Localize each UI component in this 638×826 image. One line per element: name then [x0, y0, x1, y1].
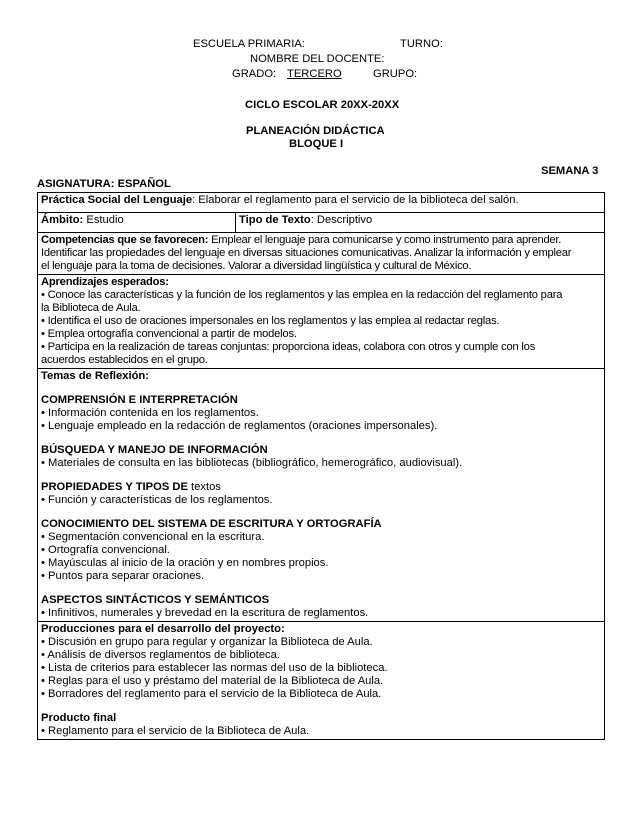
conocimiento-item: • Segmentación convencional en la escritura. [41, 531, 265, 543]
tipo-label: Tipo de Texto [239, 214, 311, 226]
grade-value: TERCERO [287, 68, 342, 80]
produccion-item: • Análisis de diversos reglamentos de biblioteca. [41, 649, 280, 661]
tipo-value: : Descriptivo [310, 214, 373, 226]
producto-final-item: • Reglamento para el servicio de la Biblioteca de Aula. [41, 725, 310, 737]
group-label: GRUPO: [373, 68, 418, 80]
competencias-line1: Emplear el lenguaje para comunicarse y como instrumento para aprender. [208, 234, 562, 246]
ambito-row [38, 213, 605, 233]
conocimiento-item: • Mayúsculas al inicio de la oración y en nombres propios. [41, 557, 329, 569]
busqueda-item: • Materiales de consulta en las bibliotecas (bibliográfico, hemerográfico, audiovisual). [41, 457, 463, 469]
turno-label: TURNO: [400, 38, 443, 50]
grade-label: GRADO: [232, 68, 277, 80]
ambito-label: Ámbito: [41, 214, 84, 226]
aprendizaje-item: • Participa en la realización de tareas conjuntas: proporciona ideas, colabora con otros y cumple con los [41, 341, 536, 353]
produccion-item: • Reglas para el uso y préstamo del material de la Biblioteca de Aula. [41, 675, 384, 687]
produccion-item: • Borradores del reglamento para el servicio de la Biblioteca de Aula. [41, 688, 382, 700]
teacher-label: NOMBRE DEL DOCENTE: [250, 53, 385, 65]
produccion-item: • Lista de criterios para establecer las normas del uso de la biblioteca. [41, 662, 388, 674]
produccion-item: • Discusión en grupo para regular y organizar la Biblioteca de Aula. [41, 636, 373, 648]
plan-title: PLANEACIÓN DIDÁCTICA [246, 125, 385, 137]
aprendizaje-item: • Conoce las características y la función de los reglamentos y las emplea en la redacción del reglamento para [41, 289, 563, 301]
practica-row [38, 193, 605, 213]
busqueda-heading: BÚSQUEDA Y MANEJO DE INFORMACIÓN [41, 444, 268, 456]
aspectos-heading: ASPECTOS SINTÁCTICOS Y SEMÁNTICOS [41, 594, 270, 606]
conocimiento-heading: CONOCIMIENTO DEL SISTEMA DE ESCRITURA Y ORTOGRAFÍA [41, 518, 382, 530]
competencias-label: Competencias que se favorecen: [41, 234, 209, 246]
competencias-row [38, 233, 605, 275]
aprendizajes-label: Aprendizajes esperados: [41, 276, 169, 288]
week-label: SEMANA 3 [541, 165, 599, 177]
school-label: ESCUELA PRIMARIA: [193, 38, 305, 50]
practica-label: Práctica Social del Lenguaje [41, 194, 193, 206]
aprendizaje-item: acuerdos establecidos en el grupo. [41, 354, 208, 366]
producciones-row [38, 622, 605, 740]
aspectos-item: • Infinitivos, numerales y brevedad en la escritura de reglamentos. [41, 607, 369, 619]
propiedades-heading-rest: textos [187, 481, 221, 493]
competencias-line2: Identificar las propiedades del lenguaje en diversas situaciones comunicativas. Analizar la información y emplear [41, 247, 572, 259]
conocimiento-item: • Puntos para separar oraciones. [41, 570, 205, 582]
competencias-line3: el lenguaje para la toma de decisiones. Valorar a diversidad lingüística y cultural de México. [41, 260, 472, 272]
comprension-heading: COMPRENSIÓN E INTERPRETACIÓN [41, 394, 238, 406]
aprendizaje-item: • Emplea ortografía convencional a partir de modelos. [41, 328, 297, 340]
ambito-value: Estudio [83, 214, 124, 226]
producciones-label: Producciones para el desarrollo del proyecto: [41, 623, 285, 635]
subject-label: ASIGNATURA: ESPAÑOL [37, 178, 171, 190]
conocimiento-item: • Ortografía convencional. [41, 544, 170, 556]
school-cycle: CICLO ESCOLAR 20XX-20XX [245, 99, 400, 111]
aprendizaje-item: • Identifica el uso de oraciones impersonales en los reglamentos y las emplea al redactar reglas. [41, 315, 500, 327]
temas-label: Temas de Reflexión: [41, 370, 149, 382]
aprendizajes-row [38, 275, 605, 369]
comprension-item: • Lenguaje empleado en la redacción de reglamentos (oraciones impersonales). [41, 420, 438, 432]
producto-final-label: Producto final [41, 712, 117, 724]
propiedades-heading: PROPIEDADES Y TIPOS DE [41, 481, 188, 493]
temas-row [38, 369, 605, 622]
practica-value: : Elaborar el reglamento para el servicio de la biblioteca del salón. [192, 194, 519, 206]
aprendizaje-item: la Biblioteca de Aula. [41, 302, 141, 314]
propiedades-item: • Función y características de los reglamentos. [41, 494, 273, 506]
planning-table [37, 192, 605, 740]
block-title: BLOQUE I [289, 138, 344, 150]
comprension-item: • Información contenida en los reglamentos. [41, 407, 259, 419]
